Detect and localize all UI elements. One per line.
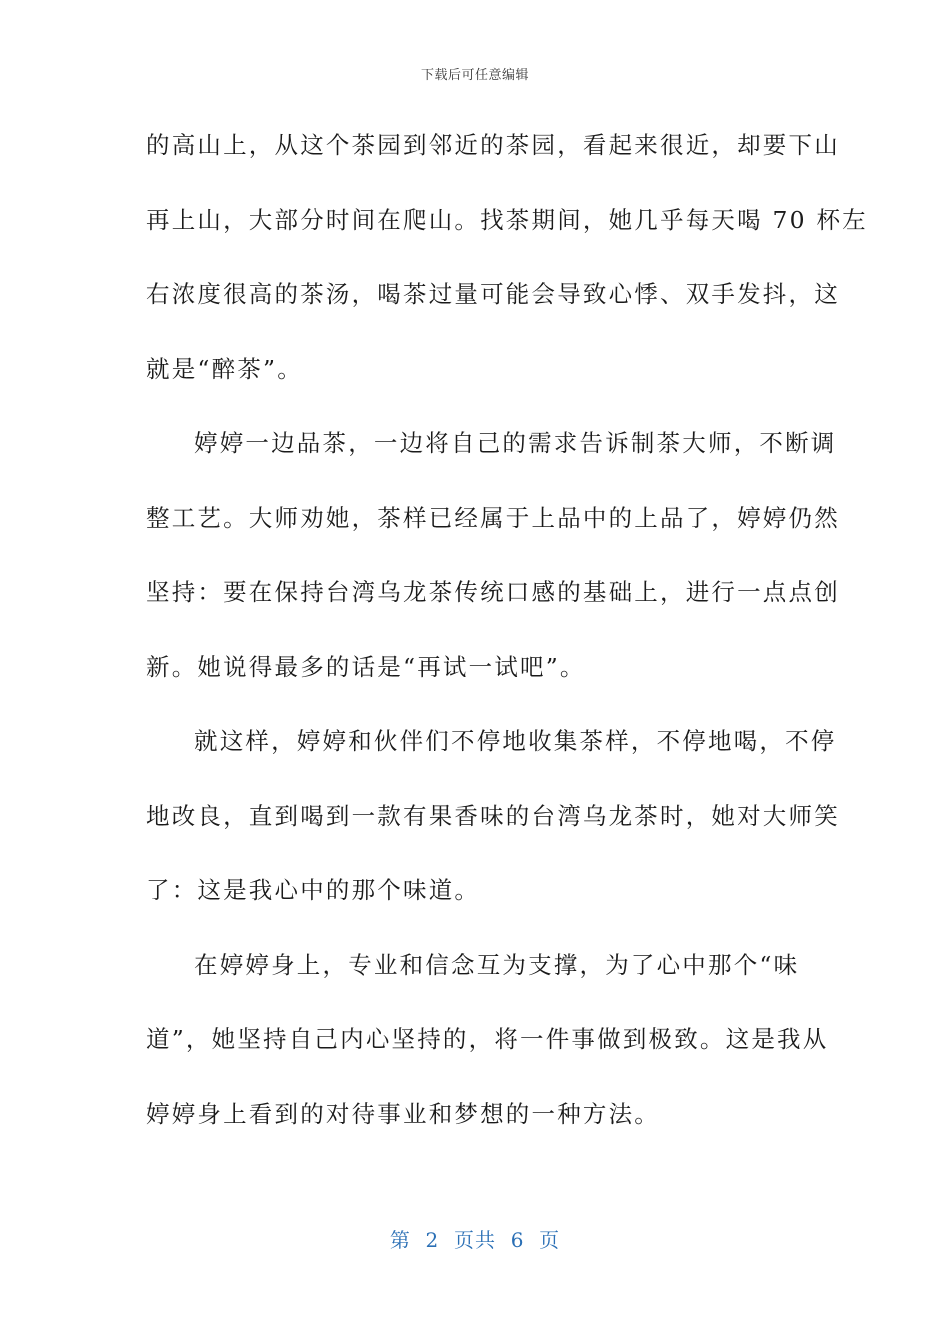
paragraph-1 [146, 122, 868, 420]
text-line: 右浓度很高的茶汤，喝茶过量可能会导致心悸、双手发抖，这 [146, 280, 840, 308]
text-line: 婷婷一边品茶，一边将自己的需求告诉制茶大师，不断调 [194, 429, 837, 457]
text-line: 整工艺。大师劝她，茶样已经属于上品中的上品了，婷婷仍然 [146, 503, 840, 532]
text-line: 道”，她坚持自己内心坚持的，将一件事做到极致。这是我从 [146, 1025, 829, 1053]
text-line: 新。她说得最多的话是“再试一试吧”。 [146, 652, 586, 681]
paragraph-4 [146, 942, 829, 1166]
page-header: 下载后可任意编辑 [420, 68, 529, 83]
text-line: 就是“醉茶”。 [146, 354, 303, 383]
text-line: 地改良，直到喝到一款有果香味的台湾乌龙茶时，她对大师笑 [146, 801, 840, 830]
text-line: 了：这是我心中的那个味道。 [146, 876, 481, 904]
document-body [146, 122, 868, 1165]
text-line: 的高山上，从这个茶园到邻近的茶园，看起来很近，却要下山 [146, 131, 840, 159]
paragraph-2 [146, 420, 840, 718]
text-line: 坚持：要在保持台湾乌龙茶传统口感的基础上，进行一点点创 [146, 578, 840, 606]
text-line: 再上山，大部分时间在爬山。找茶期间，她几乎每天喝 70 杯左 [146, 205, 868, 234]
paragraph-3 [146, 718, 840, 942]
text-line: 就这样，婷婷和伙伴们不停地收集茶样，不停地喝，不停 [194, 727, 837, 755]
text-line: 在婷婷身上，专业和信念互为支撑，为了心中那个“味 [194, 950, 800, 979]
text-line: 婷婷身上看到的对待事业和梦想的一种方法。 [146, 1099, 660, 1128]
page-number-footer: 第 2 页共 6 页 [389, 1228, 561, 1252]
